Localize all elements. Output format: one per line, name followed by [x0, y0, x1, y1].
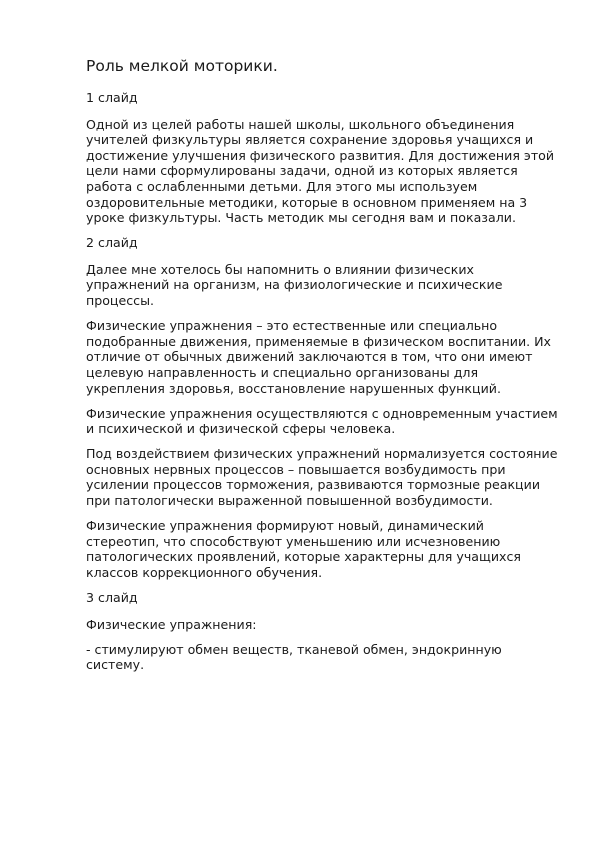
paragraph-influence: Далее мне хотелось бы напомнить о влиянии физических упражнений на организм, на физиологические и психические процессы.	[86, 261, 503, 309]
paragraph-participation: Физические упражнения осуществляются с одновременным участием и психической и физической сферы человека.	[86, 405, 558, 437]
slide-label-2: 2 слайд	[86, 235, 138, 251]
document-title: Роль мелкой моторики.	[86, 57, 278, 75]
paragraph-stereotype: Физические упражнения формируют новый, динамический стереотип, что способствуют уменьшению или исчезновению патологических проявлений, которые характерны для учащихся классов коррекционного обучения.	[86, 518, 521, 580]
paragraph-metabolism: - стимулируют обмен веществ, тканевой обмен, эндокринную систему.	[86, 641, 502, 673]
paragraph-intro: Одной из целей работы нашей школы, школьного объединения учителей физкультуры является сохранение здоровья учащихся и достижение улучшения физического развития. Для достижения этой цели нами сформулированы задачи, одной из которых является работа с ослабленными детьми. Для этого мы используем оздоровительные методики, которые в основном применяем на 3 уроке физкультуры. Часть методик мы сегодня вам и показали.	[86, 116, 555, 226]
slide-label-1: 1 слайд	[86, 90, 138, 105]
paragraph-definition: Физические упражнения – это естественные или специально подобранные движения, применяемые в физическом воспитании. Их отличие от обычных движений заключаются в том, что они имеют целевую направленность и специально организованы для укрепления здоровья, восстановление нарушенных функций.	[86, 318, 552, 396]
slide-label-3: 3 слайд	[86, 590, 138, 606]
document-body	[86, 56, 558, 682]
paragraph-exercises-heading: Физические упражнения:	[86, 616, 257, 632]
paragraph-nervous-processes: Под воздействием физических упражнений нормализуется состояние основных нервных процессов – повышается возбудимость при усилении процессов торможения, развиваются тормозные реакции при патологически выраженной повышенной возбудимости.	[86, 446, 558, 509]
